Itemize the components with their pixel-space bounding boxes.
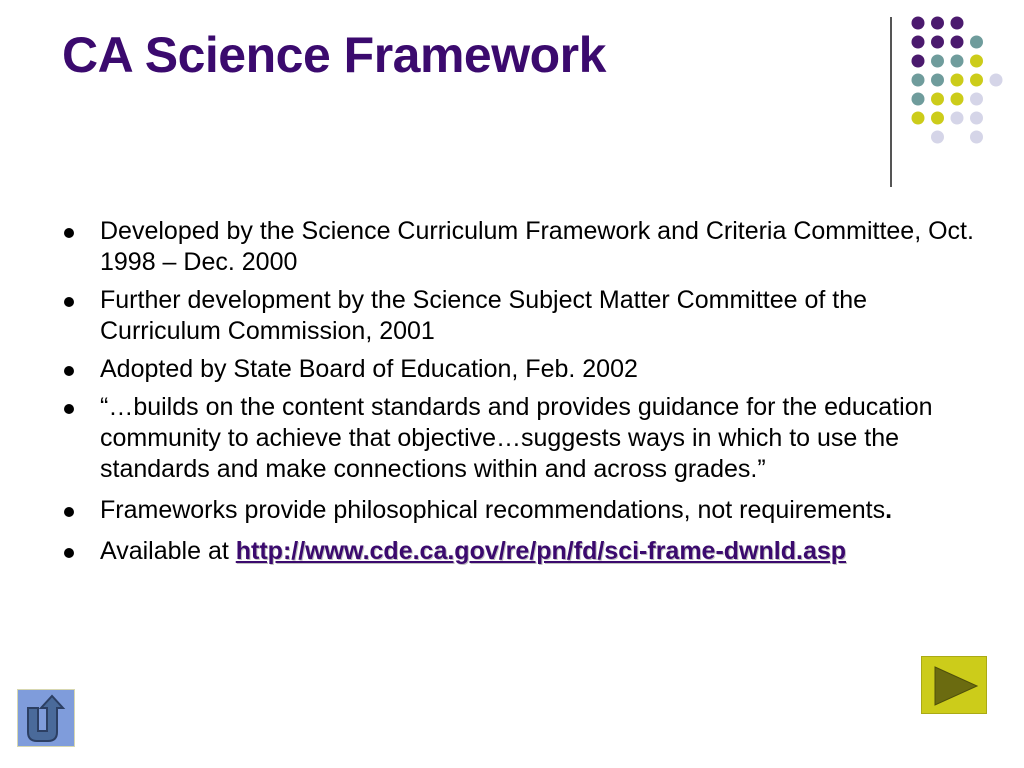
bullet-item xyxy=(64,492,994,529)
decorative-dot xyxy=(951,93,964,106)
decorative-dot xyxy=(931,93,944,106)
decorative-dot xyxy=(912,74,925,87)
decorative-dot xyxy=(970,55,983,68)
bullet-text: Developed by the Science Curriculum Framework and Criteria Committee, Oct. 1998 – Dec. 2000 xyxy=(100,217,974,276)
decorative-dot xyxy=(951,55,964,68)
framework-download-link[interactable]: http://www.cde.ca.gov/re/pn/fd/sci-frame-dwnld.asp xyxy=(235,537,847,565)
bullet-dot-icon xyxy=(64,507,74,517)
decorative-dot xyxy=(931,55,944,68)
decorative-dot xyxy=(912,112,925,125)
decorative-dot xyxy=(951,36,964,49)
decorative-dot xyxy=(951,17,964,30)
dot-grid-group xyxy=(912,17,1003,144)
decorative-dot xyxy=(912,36,925,49)
decorative-dot-grid xyxy=(0,0,1024,200)
bullet-item xyxy=(64,354,994,385)
bullet-text: Adopted by State Board of Education, Feb. 2002 xyxy=(100,355,638,383)
bullet-item xyxy=(64,285,994,347)
decorative-dot xyxy=(931,74,944,87)
bullet-prefix: Available at xyxy=(100,537,236,565)
decorative-dot xyxy=(951,74,964,87)
bullet-period: . xyxy=(885,496,893,524)
bullet-dot-icon xyxy=(64,404,74,414)
decorative-dot xyxy=(931,131,944,144)
bullet-dot-icon xyxy=(64,366,74,376)
bullet-list xyxy=(64,216,994,574)
decorative-dot xyxy=(970,131,983,144)
return-arrow-icon xyxy=(18,690,76,748)
decorative-dot xyxy=(912,17,925,30)
bullet-dot-icon xyxy=(64,228,74,238)
divider-line xyxy=(890,17,892,187)
back-button[interactable] xyxy=(17,689,75,747)
decorative-dot xyxy=(931,36,944,49)
decorative-dot xyxy=(931,112,944,125)
bullet-item xyxy=(64,533,994,570)
bullet-item xyxy=(64,216,994,278)
decorative-dot xyxy=(931,17,944,30)
decorative-dot xyxy=(912,93,925,106)
bullet-dot-icon xyxy=(64,548,74,558)
decorative-dot xyxy=(970,36,983,49)
bullet-text: Further development by the Science Subject Matter Committee of the Curriculum Commission, 2001 xyxy=(100,286,868,345)
bullet-item xyxy=(64,392,994,485)
bullet-text: “…builds on the content standards and provides guidance for the education community to achieve that objective…suggests ways in which to use the standards and make connections within and across grades.” xyxy=(100,393,933,483)
play-triangle-icon xyxy=(922,657,988,715)
decorative-dot xyxy=(990,74,1003,87)
decorative-dot xyxy=(970,112,983,125)
decorative-dot xyxy=(951,112,964,125)
next-button[interactable] xyxy=(921,656,987,714)
decorative-dot xyxy=(912,55,925,68)
bullet-text: Frameworks provide philosophical recommendations, not requirements xyxy=(100,496,886,524)
slide-title: CA Science Framework xyxy=(62,27,606,83)
decorative-dot xyxy=(970,74,983,87)
bullet-dot-icon xyxy=(64,297,74,307)
decorative-dot xyxy=(970,93,983,106)
